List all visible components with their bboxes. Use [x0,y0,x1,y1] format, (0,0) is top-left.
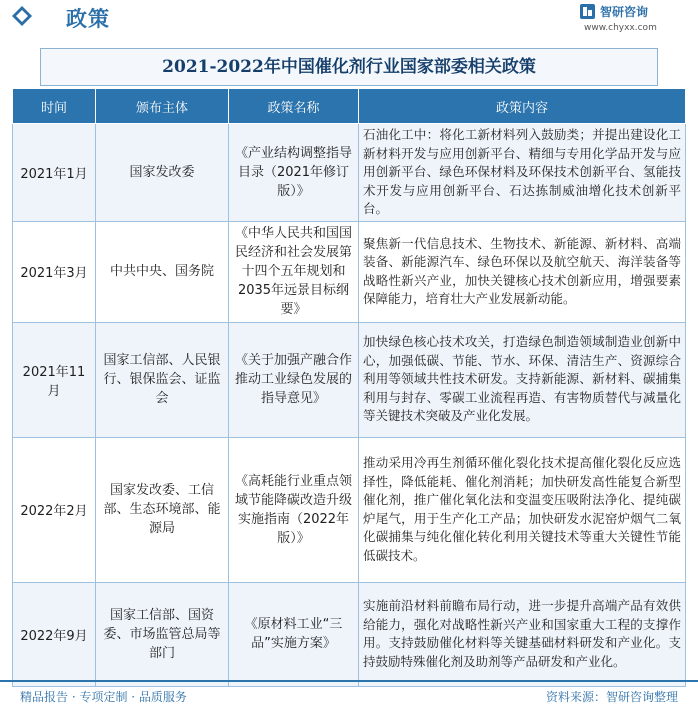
cell-policy-content: 石油化工中：将化工新材料列入鼓励类；并提出建设化工新材料开发与应用创新平台、精细与专用化学品开发与应用创新平台、绿色环保材料及环保技术创新平台、氢能技术开发与应用创新平台、石达拣制威油增化技术创新平台。 [359,124,686,222]
cell-time: 2022年9月 [13,582,96,686]
cell-issuer: 中共中央、国务院 [96,221,229,322]
brand-url: www.chyxx.com [584,23,657,33]
brand-logo-icon [580,4,595,19]
policy-table [12,88,686,687]
cell-policy-name: 《产业结构调整指导目录（2021年修订版）》 [229,124,359,222]
table-title: 2021-2022年中国催化剂行业国家部委相关政策 [40,48,658,86]
table-header-row [13,89,686,124]
cell-policy-name: 《原材料工业“三品”实施方案》 [229,582,359,686]
cell-policy-name: 《高耗能行业重点领域节能降碳改造升级实施指南（2022年版）》 [229,437,359,582]
diamond-icon [12,6,32,26]
cell-policy-content: 推动采用冷再生剂循环催化裂化技术提高催化裂化反应选择性，降低能耗、催化剂消耗；加快研发高性能复合新型催化剂，推广催化氧化法和变温变压吸附法净化、提纯碳炉尾气，用于生产化工产品；加快研发水泥窑炉烟气二氧化碳捕集与纯化催化转化利用关键技术等重大关键性节能低碳技术。 [359,437,686,582]
cell-policy-content: 聚焦新一代信息技术、生物技术、新能源、新材料、高端装备、新能源汽车、绿色环保以及航空航天、海洋装备等战略性新兴产业，加快关键核心技术创新应用，增强要素保障能力，培育壮大产业发展新动能。 [359,221,686,322]
table-row [13,582,686,686]
page-footer [0,680,698,708]
column-header-content: 政策内容 [359,89,686,124]
table-row [13,322,686,437]
cell-issuer: 国家发改委 [96,124,229,222]
column-header-issuer: 颁布主体 [96,89,229,124]
cell-issuer: 国家工信部、人民银行、银保监会、证监会 [96,322,229,437]
section-title: 政策 [66,7,110,31]
table-row [13,221,686,322]
brand-name: 智研咨询 [600,5,649,19]
cell-policy-name: 《中华人民共和国国民经济和社会发展第十四个五年规划和2035年远景目标纲要》 [229,221,359,322]
cell-time: 2022年2月 [13,437,96,582]
footer-slogan: 精品报告 · 专项定制 · 品质服务 [20,690,187,704]
cell-time: 2021年11月 [13,322,96,437]
table-row [13,124,686,222]
cell-time: 2021年1月 [13,124,96,222]
footer-source: 资料来源：智研咨询整理 [545,690,678,704]
cell-issuer: 国家发改委、工信部、生态环境部、能源局 [96,437,229,582]
cell-policy-content: 实施前沿材料前瞻布局行动，进一步提升高端产品有效供给能力，强化对战略性新兴产业和国家重大工程的支撑作用。支持鼓励催化材料等关键基础材料研发和产业化。支持鼓励特殊催化剂及助剂等产品研发和产业化。 [359,582,686,686]
column-header-time: 时间 [13,89,96,124]
table-row [13,437,686,582]
cell-time: 2021年3月 [13,221,96,322]
page-header [0,0,698,38]
cell-policy-content: 加快绿色核心技术攻关，打造绿色制造领域制造业创新中心，加强低碳、节能、节水、环保、清洁生产、资源综合利用等领域共性技术研发。支持新能源、新材料、碳捕集利用与封存、零碳工业流程再造、有害物质替代与减量化等关键技术突破及产业化发展。 [359,322,686,437]
cell-issuer: 国家工信部、国资委、市场监管总局等部门 [96,582,229,686]
column-header-name: 政策名称 [229,89,359,124]
cell-policy-name: 《关于加强产融合作推动工业绿色发展的指导意见》 [229,322,359,437]
